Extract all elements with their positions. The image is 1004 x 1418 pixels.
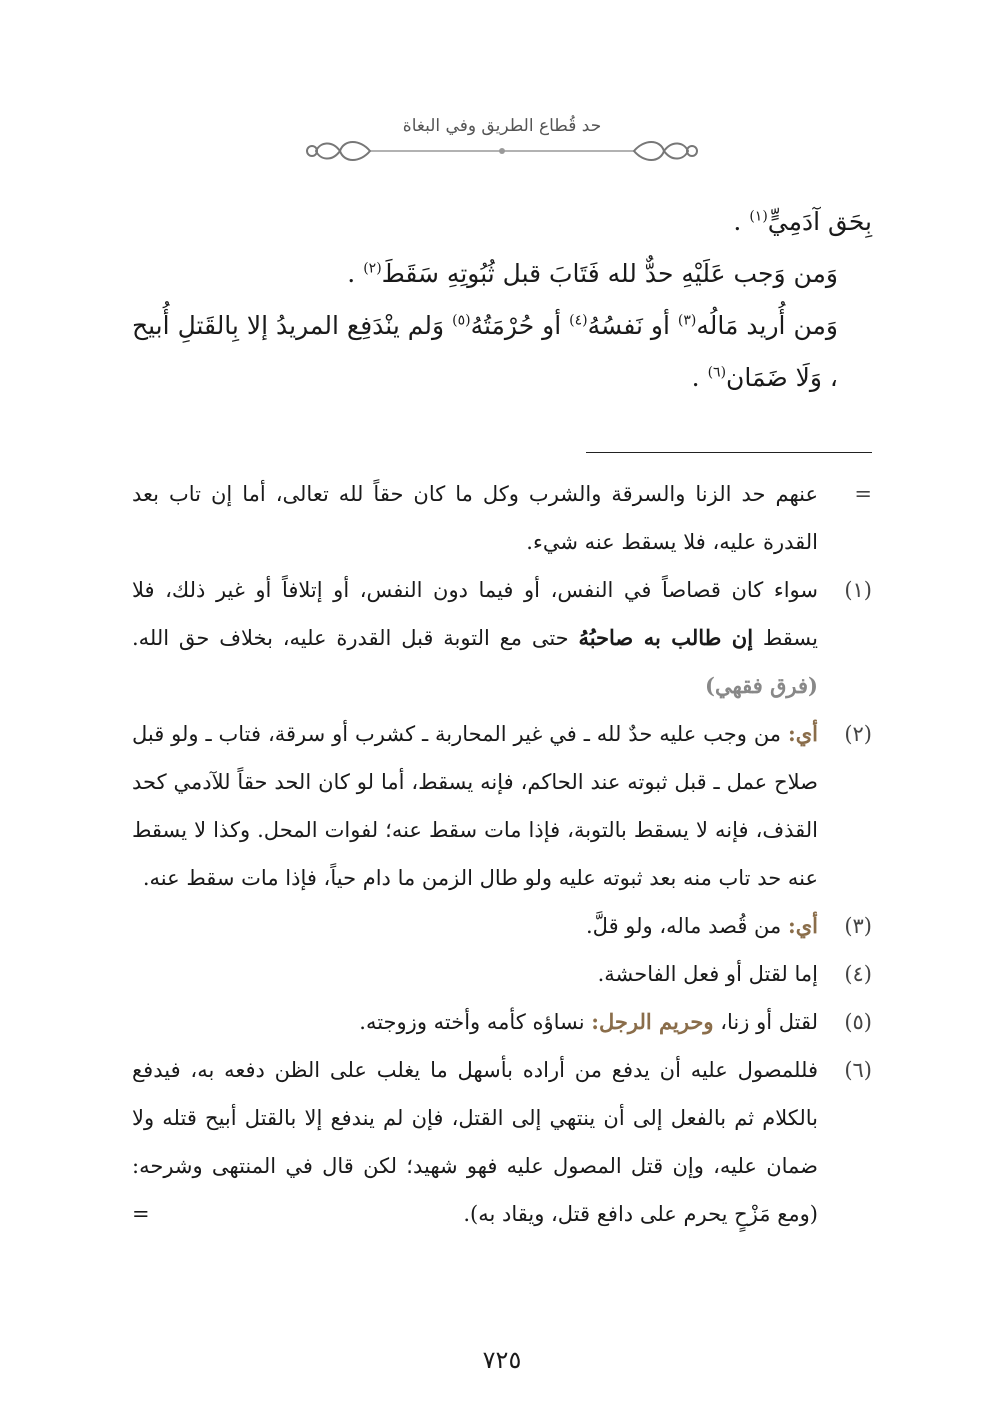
footnote-ref: (٥) <box>452 312 471 329</box>
footnote-6: (٦) فللمصول عليه أن يدفع من أراده بأسهل ما يغلب على الظن دفعه به، فيدفع بالكلام ثم بالفعل إلى أن ينتهي إلى القتل، فإن لم يندفع إلا بالقتل أبيح قتله ولا ضمان عليه، وإن قتل المصول عليه فهو شهيد؛ لكن قال في المنتهى وشرحه: (ومع مَزْحٍ يحرم على دافع قتل، ويقاد به). = <box>132 1046 872 1238</box>
footnote-ref: (٣) <box>677 312 697 329</box>
footnote-ref: (٤) <box>569 312 588 329</box>
main-paragraph: بِحَق آدَمِيٍّ$^{(١)}$ . <box>733 207 872 236</box>
main-paragraph: وَمن وَجب عَلَيْهِ حدٌّ لله فَتَابَ قبل ثُبُوتِهِ سَقَطَ$^{(٢)}$ . <box>347 259 838 288</box>
page-number: ٧٢٥ <box>482 1346 522 1374</box>
fiqh-difference-tag: (فرق فقهي) <box>705 673 818 698</box>
footnote-2: (٢) أي: من وجب عليه حدٌ لله ـ في غير المحاربة ـ كشرب أو سرقة، فتاب ـ ولو قبل صلاح عمل ـ قبل ثبوته عند الحاكم، فإنه يسقط، أما لو كان الحد حقاً للآدمي كحد القذف، فإنه لا يسقط بالتوبة، فإذا مات سقط عنه؛ لفوات المحل. وكذا لا يسقط عنه حد تاب منه بعد ثبوته عليه ولو طال الزمن ما دام حياً، فإذا مات سقط عنه. <box>132 721 872 890</box>
footnote-3: (٣) أي: من قُصد ماله، ولو قلَّ. <box>585 913 872 938</box>
footnote-continuation: = عنهم حد الزنا والسرقة والشرب وكل ما كان حقاً لله تعالى، أما إن تاب بعد القدرة عليه، فلا يسقط عنه شيء. <box>132 482 872 554</box>
main-paragraph: وَمن أُريد مَالُه$^{(٣)}$ أو نَفسُهُ$^{(٤)}$ أو حُرْمَتُهُ$^{(٥)}$ وَلم ينْدَفِع المريدُ إلا بِالقَتلِ أُبيح ، وَلَا ضَمَان$^{(٦)}$ . <box>132 311 838 392</box>
main-text <box>132 196 872 404</box>
footnote-1: (١) سواء كان قصاصاً في النفس، أو فيما دون النفس، أو إتلافاً أو غير ذلك، فلا يسقط إن طالب به صاحبُهُ حتى مع التوبة قبل القدرة عليه، بخلاف حق الله. (فرق فقهي) <box>132 578 872 698</box>
footnote-5: (٥) لقتل أو زنا، وحريم الرجل: نساؤه كأمه وأخته وزوجته. <box>359 1009 872 1034</box>
footnotes <box>132 470 872 1238</box>
footnote-ref: (١) <box>749 208 768 225</box>
header-ornament-icon <box>300 134 704 168</box>
footnote-ref: (٦) <box>707 364 727 381</box>
footnote-4: (٤) إما لقتل أو فعل الفاحشة. <box>597 962 872 986</box>
footnote-ref: (٢) <box>363 260 382 277</box>
footnote-separator <box>586 452 872 453</box>
running-header-title: حد قُطاع الطريق وفي البغاة <box>402 116 602 136</box>
continuation-marker: = <box>132 1202 150 1226</box>
